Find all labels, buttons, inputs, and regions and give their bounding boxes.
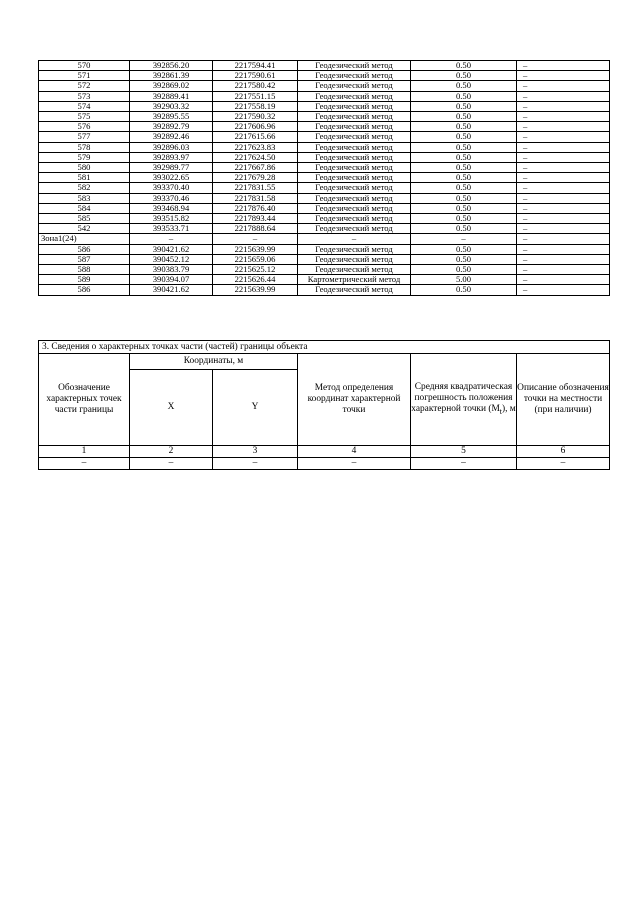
- y-coordinate-cell: 2217893.44: [213, 214, 298, 224]
- point-id-cell: 570: [39, 61, 130, 71]
- column-number: 3: [213, 446, 298, 458]
- accuracy-cell: 0.50: [411, 163, 517, 173]
- description-cell: –: [517, 203, 610, 213]
- table-row: [39, 91, 610, 101]
- header-coordinates: Координаты, м: [130, 354, 298, 370]
- accuracy-cell: 0.50: [411, 112, 517, 122]
- description-cell: –: [517, 122, 610, 132]
- point-id-cell: 587: [39, 254, 130, 264]
- x-coordinate-cell: 392869.02: [130, 81, 213, 91]
- description-cell: –: [517, 254, 610, 264]
- x-coordinate-cell: 392892.46: [130, 132, 213, 142]
- column-numbers-row: [39, 446, 610, 458]
- table-row: [39, 244, 610, 254]
- x-coordinate-cell: 393022.65: [130, 173, 213, 183]
- method-cell: Геодезический метод: [298, 112, 411, 122]
- point-id-cell: 580: [39, 163, 130, 173]
- accuracy-cell: 0.50: [411, 285, 517, 295]
- accuracy-cell: 0.50: [411, 173, 517, 183]
- description-cell: –: [517, 61, 610, 71]
- accuracy-cell: 0.50: [411, 254, 517, 264]
- section3-table: [38, 340, 610, 470]
- x-coordinate-cell: 392895.55: [130, 112, 213, 122]
- points-table-body: [39, 61, 610, 296]
- method-cell: –: [298, 234, 411, 244]
- point-id-cell: 542: [39, 224, 130, 234]
- point-id-cell: 575: [39, 112, 130, 122]
- x-coordinate-cell: 390452.12: [130, 254, 213, 264]
- table-row: [39, 265, 610, 275]
- y-coordinate-cell: 2217558.19: [213, 101, 298, 111]
- method-cell: Геодезический метод: [298, 101, 411, 111]
- description-cell: –: [517, 244, 610, 254]
- method-cell: Геодезический метод: [298, 122, 411, 132]
- empty-cell: –: [411, 458, 517, 470]
- header-x: X: [130, 370, 213, 446]
- table-row: [39, 203, 610, 213]
- table-row: [39, 81, 610, 91]
- x-coordinate-cell: 392861.39: [130, 71, 213, 81]
- method-cell: Геодезический метод: [298, 254, 411, 264]
- x-coordinate-cell: 393370.40: [130, 183, 213, 193]
- accuracy-cell: 0.50: [411, 203, 517, 213]
- x-coordinate-cell: 390421.62: [130, 285, 213, 295]
- accuracy-cell: –: [411, 234, 517, 244]
- method-cell: Геодезический метод: [298, 203, 411, 213]
- table-row: [39, 61, 610, 71]
- point-id-cell: 585: [39, 214, 130, 224]
- method-cell: Геодезический метод: [298, 61, 411, 71]
- description-cell: –: [517, 224, 610, 234]
- y-coordinate-cell: 2217624.50: [213, 152, 298, 162]
- header-accuracy-sub: t: [499, 406, 502, 416]
- header-accuracy: [411, 354, 517, 446]
- description-cell: –: [517, 193, 610, 203]
- x-coordinate-cell: 393468.94: [130, 203, 213, 213]
- description-cell: –: [517, 91, 610, 101]
- description-cell: –: [517, 81, 610, 91]
- method-cell: Геодезический метод: [298, 91, 411, 101]
- x-coordinate-cell: 392893.97: [130, 152, 213, 162]
- table-row: [39, 132, 610, 142]
- y-coordinate-cell: 2215639.99: [213, 244, 298, 254]
- zone-row: [39, 234, 610, 244]
- empty-cell: –: [517, 458, 610, 470]
- table-row: [39, 122, 610, 132]
- method-cell: Геодезический метод: [298, 183, 411, 193]
- table-row: [39, 183, 610, 193]
- y-coordinate-cell: 2217876.40: [213, 203, 298, 213]
- point-id-cell: 583: [39, 193, 130, 203]
- point-id-cell: 582: [39, 183, 130, 193]
- point-id-cell: 586: [39, 285, 130, 295]
- description-cell: –: [517, 132, 610, 142]
- column-number: 2: [130, 446, 213, 458]
- empty-row: [39, 458, 610, 470]
- table-row: [39, 112, 610, 122]
- point-id-cell: 576: [39, 122, 130, 132]
- y-coordinate-cell: 2215626.44: [213, 275, 298, 285]
- y-coordinate-cell: 2217831.58: [213, 193, 298, 203]
- x-coordinate-cell: –: [130, 234, 213, 244]
- point-id-cell: 579: [39, 152, 130, 162]
- description-cell: –: [517, 183, 610, 193]
- method-cell: Геодезический метод: [298, 81, 411, 91]
- accuracy-cell: 0.50: [411, 132, 517, 142]
- method-cell: Геодезический метод: [298, 152, 411, 162]
- accuracy-cell: 0.50: [411, 101, 517, 111]
- description-cell: –: [517, 163, 610, 173]
- method-cell: Геодезический метод: [298, 224, 411, 234]
- header-y: Y: [213, 370, 298, 446]
- method-cell: Геодезический метод: [298, 173, 411, 183]
- accuracy-cell: 0.50: [411, 91, 517, 101]
- table-row: [39, 152, 610, 162]
- x-coordinate-cell: 392889.41: [130, 91, 213, 101]
- y-coordinate-cell: 2215659.06: [213, 254, 298, 264]
- y-coordinate-cell: 2217667.86: [213, 163, 298, 173]
- x-coordinate-cell: 393515.82: [130, 214, 213, 224]
- method-cell: Геодезический метод: [298, 142, 411, 152]
- header-description: Описание обозначения точки на местности (при наличии): [517, 354, 610, 446]
- point-id-cell: 574: [39, 101, 130, 111]
- point-id-cell: 573: [39, 91, 130, 101]
- method-cell: Геодезический метод: [298, 214, 411, 224]
- y-coordinate-cell: 2217831.55: [213, 183, 298, 193]
- description-cell: –: [517, 214, 610, 224]
- x-coordinate-cell: 393533.71: [130, 224, 213, 234]
- description-cell: –: [517, 265, 610, 275]
- method-cell: Геодезический метод: [298, 285, 411, 295]
- accuracy-cell: 0.50: [411, 224, 517, 234]
- y-coordinate-cell: 2217623.83: [213, 142, 298, 152]
- x-coordinate-cell: 392892.79: [130, 122, 213, 132]
- point-id-cell: 586: [39, 244, 130, 254]
- point-id-cell: 571: [39, 71, 130, 81]
- point-id-cell: 581: [39, 173, 130, 183]
- y-coordinate-cell: 2217888.64: [213, 224, 298, 234]
- table-row: [39, 101, 610, 111]
- column-number: 1: [39, 446, 130, 458]
- y-coordinate-cell: 2217594.41: [213, 61, 298, 71]
- table-row: [39, 254, 610, 264]
- description-cell: –: [517, 101, 610, 111]
- x-coordinate-cell: 390383.79: [130, 265, 213, 275]
- point-id-cell: 577: [39, 132, 130, 142]
- point-id-cell: 588: [39, 265, 130, 275]
- x-coordinate-cell: 392896.03: [130, 142, 213, 152]
- point-id-cell: 584: [39, 203, 130, 213]
- point-id-cell: 572: [39, 81, 130, 91]
- description-cell: –: [517, 142, 610, 152]
- method-cell: Геодезический метод: [298, 163, 411, 173]
- table-row: [39, 285, 610, 295]
- y-coordinate-cell: –: [213, 234, 298, 244]
- y-coordinate-cell: 2217615.66: [213, 132, 298, 142]
- header-accuracy-main: Средняя квадратическая погрешность положения характерной точки (M: [411, 382, 513, 415]
- accuracy-cell: 0.50: [411, 142, 517, 152]
- accuracy-cell: 0.50: [411, 214, 517, 224]
- accuracy-cell: 0.50: [411, 183, 517, 193]
- x-coordinate-cell: 392903.32: [130, 101, 213, 111]
- accuracy-cell: 0.50: [411, 265, 517, 275]
- accuracy-cell: 0.50: [411, 244, 517, 254]
- x-coordinate-cell: 392856.20: [130, 61, 213, 71]
- method-cell: Геодезический метод: [298, 132, 411, 142]
- description-cell: –: [517, 112, 610, 122]
- accuracy-cell: 0.50: [411, 61, 517, 71]
- column-number: 4: [298, 446, 411, 458]
- method-cell: Геодезический метод: [298, 265, 411, 275]
- accuracy-cell: 0.50: [411, 193, 517, 203]
- table-row: [39, 142, 610, 152]
- description-cell: –: [517, 152, 610, 162]
- y-coordinate-cell: 2217606.96: [213, 122, 298, 132]
- zone-name-cell: Зона1(24): [39, 234, 130, 244]
- method-cell: Геодезический метод: [298, 71, 411, 81]
- accuracy-cell: 0.50: [411, 71, 517, 81]
- y-coordinate-cell: 2217590.32: [213, 112, 298, 122]
- point-id-cell: 578: [39, 142, 130, 152]
- empty-cell: –: [213, 458, 298, 470]
- table-row: [39, 163, 610, 173]
- table-row: [39, 193, 610, 203]
- method-cell: Геодезический метод: [298, 193, 411, 203]
- accuracy-cell: 0.50: [411, 122, 517, 132]
- accuracy-cell: 5.00: [411, 275, 517, 285]
- point-id-cell: 589: [39, 275, 130, 285]
- column-number: 6: [517, 446, 610, 458]
- y-coordinate-cell: 2217551.15: [213, 91, 298, 101]
- table-row: [39, 71, 610, 81]
- method-cell: Геодезический метод: [298, 244, 411, 254]
- description-cell: –: [517, 173, 610, 183]
- description-cell: –: [517, 285, 610, 295]
- table-row: [39, 275, 610, 285]
- x-coordinate-cell: 390421.62: [130, 244, 213, 254]
- description-cell: –: [517, 71, 610, 81]
- section3-title: 3. Сведения о характерных точках части (частей) границы объекта: [39, 341, 610, 354]
- y-coordinate-cell: 2217580.42: [213, 81, 298, 91]
- y-coordinate-cell: 2217679.28: [213, 173, 298, 183]
- header-designation: Обозначение характерных точек части границы: [39, 354, 130, 446]
- header-accuracy-tail: ), м: [501, 404, 516, 415]
- x-coordinate-cell: 390394.07: [130, 275, 213, 285]
- header-method: Метод определения координат характерной точки: [298, 354, 411, 446]
- description-cell: –: [517, 275, 610, 285]
- x-coordinate-cell: 392989.77: [130, 163, 213, 173]
- empty-cell: –: [298, 458, 411, 470]
- method-cell: Картометрический метод: [298, 275, 411, 285]
- column-number: 5: [411, 446, 517, 458]
- table-row: [39, 214, 610, 224]
- empty-cell: –: [130, 458, 213, 470]
- table-row: [39, 224, 610, 234]
- y-coordinate-cell: 2217590.61: [213, 71, 298, 81]
- empty-cell: –: [39, 458, 130, 470]
- accuracy-cell: 0.50: [411, 81, 517, 91]
- y-coordinate-cell: 2215625.12: [213, 265, 298, 275]
- x-coordinate-cell: 393370.46: [130, 193, 213, 203]
- description-cell: –: [517, 234, 610, 244]
- y-coordinate-cell: 2215639.99: [213, 285, 298, 295]
- table-row: [39, 173, 610, 183]
- accuracy-cell: 0.50: [411, 152, 517, 162]
- points-table: [38, 60, 610, 296]
